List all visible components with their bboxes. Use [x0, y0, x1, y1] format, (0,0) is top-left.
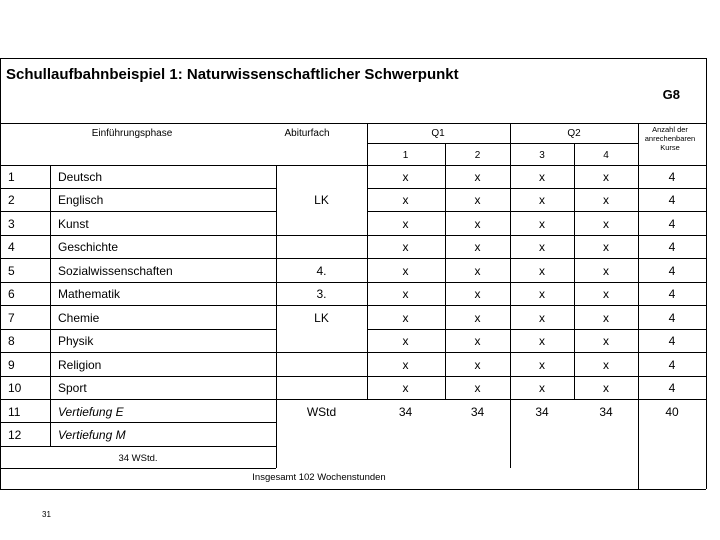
row-number: 2 [8, 193, 15, 207]
mark-cell: x [539, 217, 545, 231]
frame-top-line [0, 58, 706, 59]
abitur-subject: 3. [316, 287, 327, 301]
row-number: 12 [8, 428, 22, 442]
mark-cell: x [603, 311, 609, 325]
header-q1: Q1 [431, 128, 445, 139]
mark-cell: x [603, 240, 609, 254]
header-einfuehrungsphase: Einführungsphase [91, 128, 173, 139]
row-line [0, 235, 706, 236]
mark-cell: x [402, 358, 409, 372]
row-line [0, 376, 706, 377]
mark-cell: x [603, 358, 609, 372]
total-hours-note: Insgesamt 102 Wochenstunden [252, 472, 386, 483]
abitur-subject: LK [314, 311, 329, 325]
mark-cell: x [539, 287, 545, 301]
header-divider [510, 123, 511, 165]
mark-cell: x [402, 287, 409, 301]
header-divider [574, 143, 575, 165]
course-count: 4 [668, 193, 676, 207]
mark-cell: x [402, 193, 409, 207]
mark-cell: x [603, 217, 609, 231]
row-number: 8 [8, 334, 15, 348]
subject-name: Mathematik [58, 287, 121, 301]
column-line [638, 165, 639, 489]
mark-cell: x [603, 264, 609, 278]
mark-cell: x [402, 170, 409, 184]
row-line [0, 422, 276, 423]
row-number: 4 [8, 240, 15, 254]
weekly-hours-note: 34 WStd. [118, 453, 158, 464]
subject-name: Vertiefung E [58, 405, 124, 419]
hours-cell: 34 [470, 405, 485, 419]
mark-cell: x [402, 217, 409, 231]
course-count: 4 [668, 264, 676, 278]
row-number: 9 [8, 358, 15, 372]
header-divider [367, 123, 368, 165]
mark-cell: x [539, 193, 545, 207]
subject-name: Physik [58, 334, 94, 348]
row-line [0, 165, 706, 166]
page-title: Schullaufbahnbeispiel 1: Naturwissenschaftlicher Schwerpunkt [6, 66, 459, 83]
mark-cell: x [402, 311, 409, 325]
mark-cell: x [402, 334, 409, 348]
row-number: 1 [8, 170, 15, 184]
course-count: 4 [668, 311, 676, 325]
hours-cell: 34 [535, 405, 549, 419]
mark-cell: x [474, 311, 481, 325]
mark-cell: x [474, 264, 481, 278]
row-line [0, 468, 276, 469]
header-divider [638, 123, 639, 165]
subject-name: Vertiefung M [58, 428, 126, 442]
mark-cell: x [474, 358, 481, 372]
mark-cell: x [474, 170, 481, 184]
frame-bottom-line [0, 489, 706, 490]
abitur-subject: LK [314, 193, 329, 207]
hours-cell: 34 [398, 405, 413, 419]
row-number: 11 [8, 405, 21, 419]
mark-cell: x [402, 381, 409, 395]
mark-cell: x [539, 334, 545, 348]
row-line [0, 188, 276, 189]
row-number: 3 [8, 217, 15, 231]
mark-cell: x [603, 193, 609, 207]
column-line [50, 165, 51, 446]
row-line [0, 258, 706, 259]
course-count: 4 [668, 358, 676, 372]
mark-cell: x [603, 381, 609, 395]
course-count: 4 [668, 170, 676, 184]
subject-name: Englisch [58, 193, 104, 207]
row-line [0, 282, 706, 283]
row-number: 6 [8, 287, 15, 301]
mark-cell: x [402, 240, 409, 254]
course-count: 40 [665, 405, 679, 419]
abitur-subject: 4. [316, 264, 327, 278]
header-semester-1: 1 [402, 150, 409, 161]
subject-name: Kunst [58, 217, 89, 231]
mark-cell: x [474, 240, 481, 254]
mark-cell: x [474, 217, 481, 231]
mark-cell: x [603, 287, 609, 301]
row-line [0, 446, 276, 447]
abitur-subject: WStd [306, 405, 337, 419]
mark-cell: x [539, 264, 545, 278]
course-count: 4 [668, 287, 676, 301]
mark-cell: x [539, 358, 545, 372]
mark-cell: x [603, 170, 609, 184]
mark-cell: x [539, 381, 545, 395]
subject-name: Sozialwissenschaften [58, 264, 173, 278]
header-semester-4: 4 [603, 150, 609, 161]
row-line [0, 352, 706, 353]
mark-cell: x [402, 264, 409, 278]
course-count: 4 [668, 240, 676, 254]
row-line [0, 305, 706, 306]
header-divider [367, 143, 638, 144]
mark-cell: x [539, 240, 545, 254]
header-semester-2: 2 [474, 150, 481, 161]
header-anzahl: Anzahl der anrechenbaren Kurse [644, 125, 696, 152]
mark-cell: x [474, 381, 481, 395]
hours-cell: 34 [599, 405, 613, 419]
row-line [367, 329, 706, 330]
row-line [0, 399, 706, 400]
course-count: 4 [668, 381, 676, 395]
header-q2: Q2 [567, 128, 581, 139]
mark-cell: x [474, 334, 481, 348]
header-divider [445, 143, 446, 165]
mark-cell: x [603, 334, 609, 348]
subject-name: Geschichte [58, 240, 119, 254]
header-abiturfach: Abiturfach [284, 128, 330, 139]
mark-cell: x [539, 311, 545, 325]
row-line [0, 211, 276, 212]
page-number: 31 [42, 510, 51, 519]
subject-name: Deutsch [58, 170, 103, 184]
row-number: 7 [8, 311, 15, 325]
subject-name: Religion [58, 358, 102, 372]
mark-cell: x [474, 193, 481, 207]
row-number: 5 [8, 264, 15, 278]
mark-cell: x [539, 170, 545, 184]
row-line [367, 211, 706, 212]
course-count: 4 [668, 334, 676, 348]
course-count: 4 [668, 217, 676, 231]
subject-name: Sport [58, 381, 87, 395]
row-number: 10 [8, 381, 22, 395]
row-line [0, 329, 276, 330]
header-semester-3: 3 [539, 150, 545, 161]
program-label: G8 [662, 87, 680, 102]
mark-cell: x [474, 287, 481, 301]
frame-right-line [706, 58, 707, 489]
title-separator-line [0, 123, 706, 124]
subject-name: Chemie [58, 311, 100, 325]
row-line [367, 188, 706, 189]
